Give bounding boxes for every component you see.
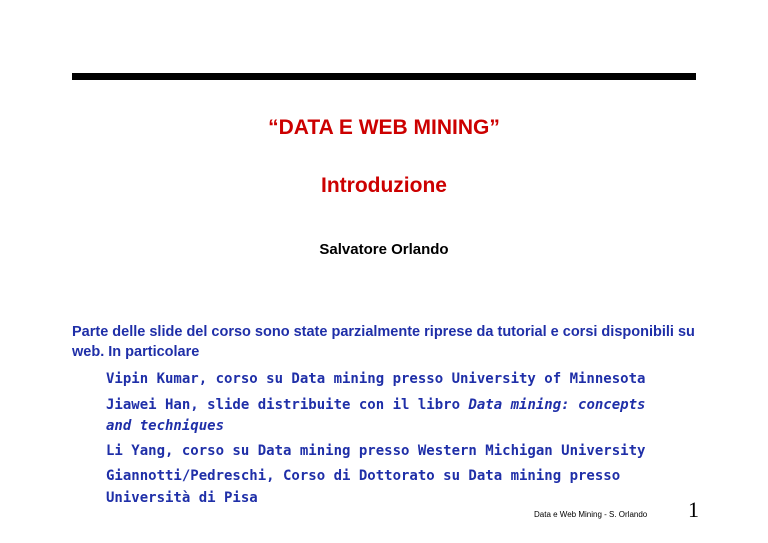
slide-subtitle: Introduzione [321, 174, 447, 197]
slide-footer: Data e Web Mining - S. Orlando [534, 510, 648, 519]
reference-item: Jiawei Han, slide distribuite con il libro Data mining: concepts and techniques [106, 396, 646, 434]
intro-paragraph: Parte delle slide del corso sono state parzialmente riprese da tutorial e corsi disponibili su web. In particolare [72, 324, 695, 360]
reference-list [106, 369, 676, 513]
reference-item: Giannotti/Pedreschi, Corso di Dottorato su Data mining presso Università di Pisa [106, 468, 621, 506]
slide-title: “DATA E WEB MINING” [268, 116, 500, 139]
top-divider [72, 73, 696, 80]
book-title: Data mining: concepts and techniques [106, 396, 646, 434]
reference-item: Vipin Kumar, corso su Data mining presso University of Minnesota [106, 371, 646, 387]
author-name: Salvatore Orlando [319, 241, 449, 258]
reference-item: Li Yang, corso su Data mining presso Western Michigan University [106, 442, 646, 459]
page-number: 1 [688, 497, 699, 522]
